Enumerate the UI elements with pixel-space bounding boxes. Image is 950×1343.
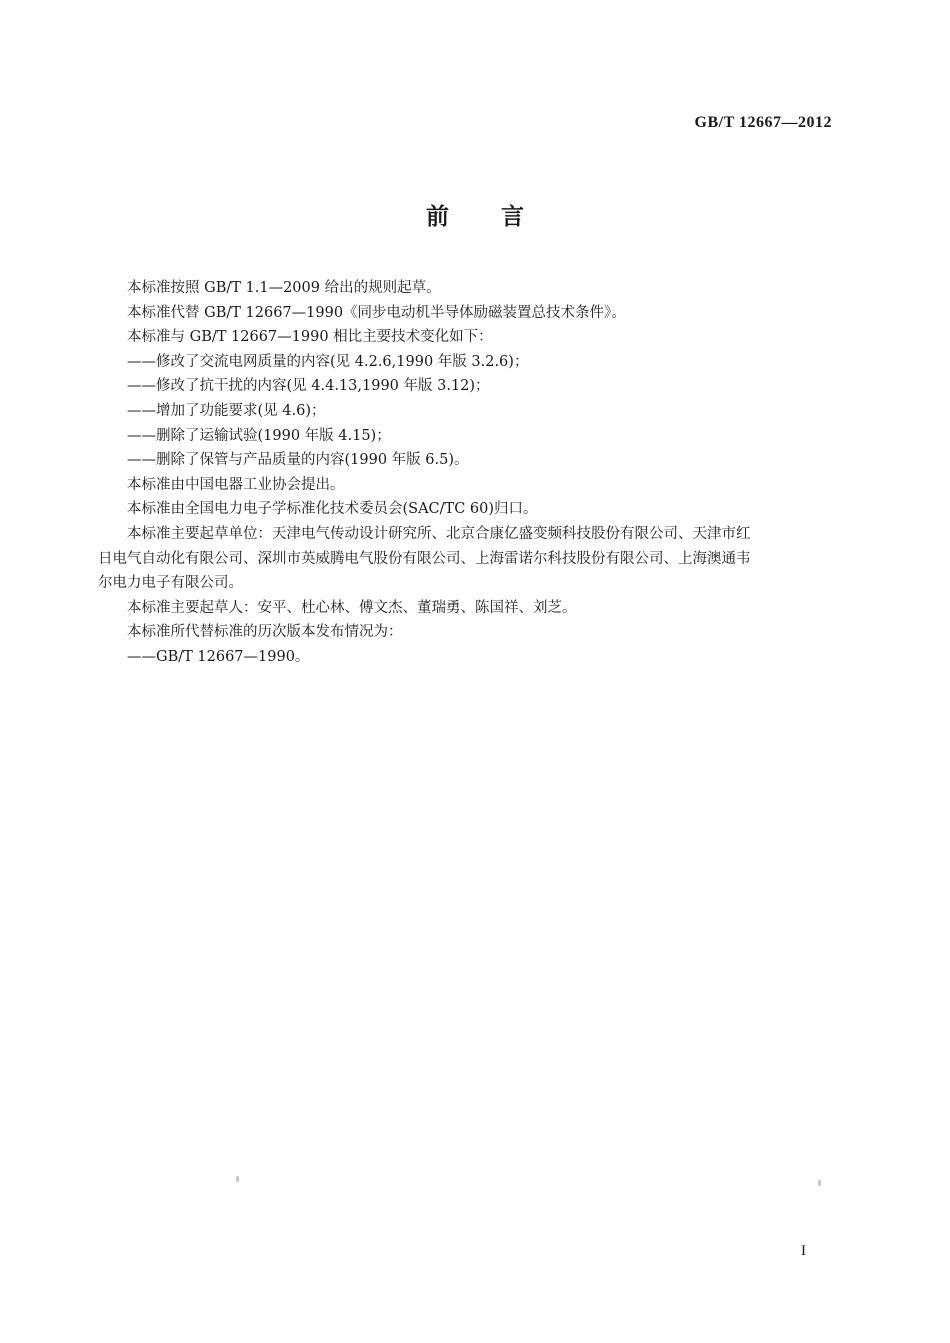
change-item: ——删除了保管与产品质量的内容(1990 年版 6.5)。: [127, 452, 469, 469]
history-item: ——GB/T 12667—1990。: [127, 648, 310, 665]
text-line: 本标准按照 GB/T 1.1—2009 给出的规则起草。: [127, 280, 441, 296]
change-item: ——删除了运输试验(1990 年版 4.15)；: [127, 427, 391, 444]
standard-code: GB/T 12667—2012: [694, 114, 832, 131]
page-number: I: [801, 1243, 806, 1259]
drafting-units-paragraph: [98, 522, 833, 596]
change-item: ——修改了交流电网质量的内容(见 4.2.6,1990 年版 3.2.6)；: [127, 353, 529, 370]
change-item: ——修改了抗干扰的内容(见 4.4.13,1990 年版 3.12)；: [127, 378, 490, 395]
change-item: ——增加了功能要求(见 4.6)；: [127, 402, 326, 419]
text-line: 本标准由中国电器工业协会提出。: [127, 476, 345, 493]
foreword-body: [98, 276, 833, 670]
scan-speck: [818, 1180, 821, 1186]
text-line: 本标准与 GB/T 12667—1990 相比主要技术变化如下：: [127, 329, 493, 346]
drafting-units-line: 尔电力电子有限公司。: [98, 575, 243, 592]
text-line: 本标准代替 GB/T 12667—1990《同步电动机半导体励磁装置总技术条件》。: [127, 304, 626, 321]
page-title: 前言: [426, 204, 576, 230]
drafters-line: 本标准主要起草人：安平、杜心林、傅文杰、董瑞勇、陈国祥、刘芝。: [127, 599, 577, 616]
scan-speck: [236, 1176, 239, 1182]
drafting-units-line: 日电气自动化有限公司、深圳市英威腾电气股份有限公司、上海雷诺尔科技股份有限公司、上海澳通韦: [98, 550, 751, 567]
history-intro: 本标准所代替标准的历次版本发布情况为：: [127, 624, 403, 641]
text-line: 本标准由全国电力电子学标准化技术委员会(SAC/TC 60)归口。: [127, 501, 538, 518]
drafting-units-line: 本标准主要起草单位：天津电气传动设计研究所、北京合康亿盛变频科技股份有限公司、天津市红: [127, 525, 751, 542]
